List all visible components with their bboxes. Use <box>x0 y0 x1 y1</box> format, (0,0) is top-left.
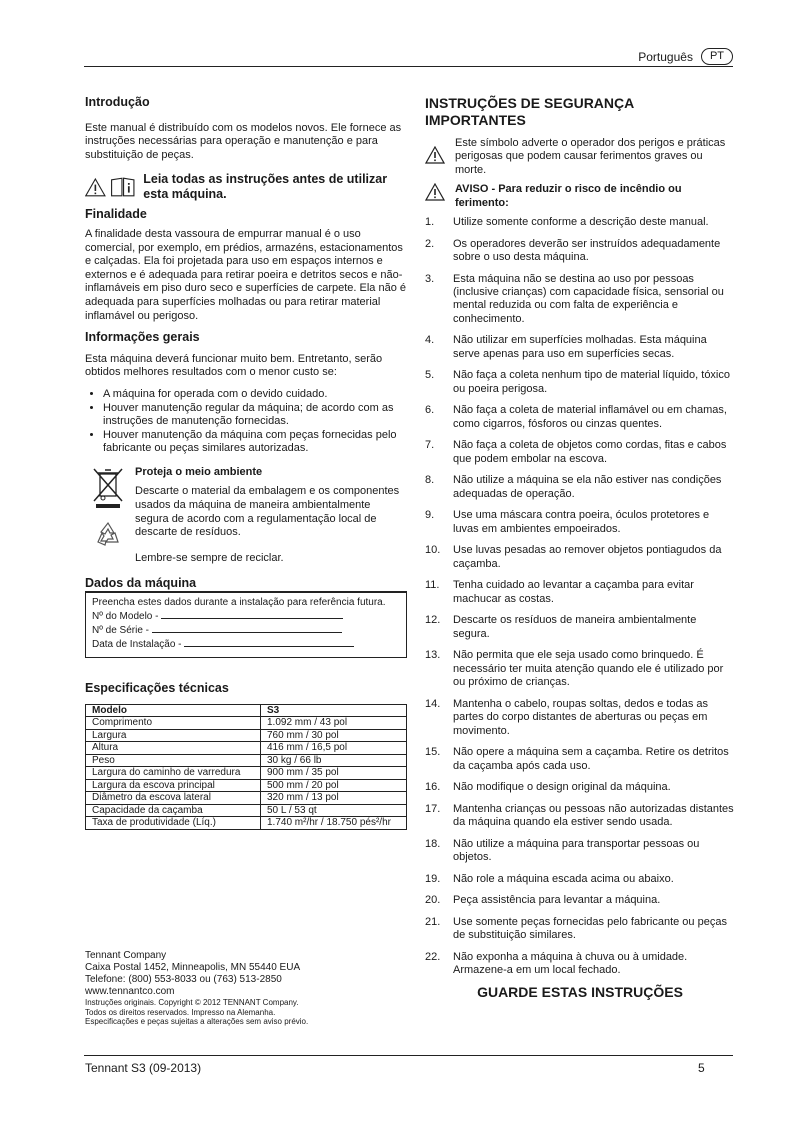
table-cell: Altura <box>86 742 261 755</box>
recycle-reminder: Lembre-se sempre de reciclar. <box>135 551 284 564</box>
list-item: • A máquina for operada com o devido cuidado. <box>103 388 407 402</box>
crossed-bin-icon <box>91 466 125 510</box>
rule-text: Não role a máquina escada acima ou abaixo. <box>453 872 674 885</box>
rule-text: Mantenha o cabelo, roupas soltas, dedos e todas as partes do corpo distantes de aberturas ou peças em movimento. <box>453 697 709 737</box>
save-instructions: GUARDE ESTAS INSTRUÇÕES <box>477 984 683 1001</box>
table-cell: 320 mm / 13 pol <box>261 792 407 805</box>
safety-rule-item <box>425 698 735 738</box>
rule-text: Não utilizar em superfícies molhadas. Esta máquina serve apenas para uso em superfícies secas. <box>453 334 707 360</box>
rule-text: Use somente peças fornecidas pelo fabricante ou peças de substituição similares. <box>453 916 727 942</box>
table-cell: 50 L / 53 qt <box>261 804 407 817</box>
rule-number: 11. <box>425 579 440 592</box>
environment-text: Descarte o material da embalagem e os componentes usados da máquina de maneira ambientalmente segura de acordo com a regulamentação local de descarte de resíduos. <box>135 485 400 539</box>
rule-number: 2. <box>425 237 435 250</box>
safety-rule-item <box>425 439 735 466</box>
manual-book-icon <box>110 174 136 200</box>
rule-text: Não permita que ele seja usado como brinquedo. É necessário ter muita atenção quando ele é utilizado por ou próximo de crianças. <box>453 649 724 689</box>
safety-rule-item <box>425 474 735 501</box>
table-row <box>86 717 407 730</box>
table-cell: 416 mm / 16,5 pol <box>261 742 407 755</box>
language-code-badge: PT <box>701 48 733 65</box>
company-info <box>85 950 415 1027</box>
table-header-cell: S3 <box>261 704 407 717</box>
specs-table <box>85 704 407 830</box>
rule-number: 15. <box>425 746 441 759</box>
table-row <box>86 817 407 830</box>
rule-number: 5. <box>425 369 435 382</box>
table-row <box>86 767 407 780</box>
safety-rule-item <box>425 951 735 978</box>
symbol-explanation-text: Este símbolo adverte o operador dos perigos e práticas perigosas que podem causar ferimentos graves ou morte. <box>455 137 726 176</box>
rule-number: 19. <box>425 872 441 885</box>
left-column <box>85 96 407 830</box>
read-instructions-warning <box>85 172 407 202</box>
rule-number: 3. <box>425 272 435 285</box>
table-header-row <box>86 704 407 717</box>
specs-heading: Especificações técnicas <box>85 681 229 696</box>
purpose-text: A finalidade desta vassoura de empurrar manual é o uso comercial, por exemplo, em prédios, armazéns, estacionamentos e calçadas. Ela foi projetada para uso em espaços internos e externos e é adequada para retirar poeira e detritos secos e não-inflamáveis em piso duro seco e superfícies de carpete. Ela não é adequada para superfícies molhadas ou para retirar material inflamável ou perigoso. <box>85 227 407 322</box>
model-number-field[interactable] <box>161 609 343 619</box>
machine-data-box <box>85 592 407 658</box>
rule-number: 14. <box>425 697 441 710</box>
safety-title: INSTRUÇÕES DE SEGURANÇA IMPORTANTES <box>425 95 634 128</box>
safety-rule-item <box>425 216 735 229</box>
table-row <box>86 792 407 805</box>
table-row <box>86 804 407 817</box>
warning-triangle-icon <box>425 146 445 164</box>
copyright-notice: Instruções originais. Copyright © 2012 TENNANT Company. <box>85 998 299 1007</box>
table-cell: Taxa de produtividade (Líq.) <box>86 817 261 830</box>
safety-rules-list <box>425 216 735 978</box>
rule-text: Use luvas pesadas ao remover objetos pontiagudos da caçamba. <box>453 544 722 570</box>
rule-number: 16. <box>425 781 441 794</box>
table-cell: Largura da escova principal <box>86 779 261 792</box>
rule-text: Não exponha a máquina à chuva ou à umidade. Armazene-a em um local fechado. <box>453 951 688 977</box>
footer-rule <box>84 1055 733 1056</box>
table-cell: Largura <box>86 729 261 742</box>
safety-rule-item <box>425 544 735 571</box>
conditions-list <box>85 388 407 456</box>
safety-rule-item <box>425 838 735 865</box>
table-cell: Largura do caminho de varredura <box>86 767 261 780</box>
safety-rule-item <box>425 404 735 431</box>
rule-text: Não faça a coleta de objetos como cordas, fitas e cabos que podem embolar na escova. <box>453 439 727 465</box>
table-cell: 30 kg / 66 lb <box>261 754 407 767</box>
table-cell: 900 mm / 35 pol <box>261 767 407 780</box>
page-number: 5 <box>698 1061 705 1075</box>
table-row <box>86 729 407 742</box>
rule-number: 21. <box>425 916 441 929</box>
machine-data-heading: Dados da máquina <box>85 577 407 592</box>
rule-text: Os operadores deverão ser instruídos adequadamente sobre o uso desta máquina. <box>453 237 721 264</box>
safety-rule-item <box>425 781 735 794</box>
list-item: • Houver manutenção da máquina com peças fornecidas pelo fabricante ou peças similares autorizadas. <box>103 429 407 456</box>
safety-rule-item <box>425 803 735 830</box>
rule-number: 1. <box>425 216 435 229</box>
rule-number: 8. <box>425 474 435 487</box>
safety-rule-item <box>425 916 735 943</box>
safety-rule-item <box>425 649 735 689</box>
table-cell: Comprimento <box>86 717 261 730</box>
safety-rule-item <box>425 273 735 327</box>
safety-rule-item <box>425 873 735 886</box>
table-cell: Capacidade da caçamba <box>86 804 261 817</box>
safety-rule-item <box>425 746 735 773</box>
table-header-cell: Modelo <box>86 704 261 717</box>
safety-rule-item <box>425 579 735 606</box>
rule-text: Não modifique o design original da máquina. <box>453 781 671 794</box>
environment-section <box>85 466 407 566</box>
fire-warning-text: AVISO - Para reduzir o risco de incêndio ou ferimento: <box>455 183 682 209</box>
rule-number: 12. <box>425 614 441 627</box>
language-label: Português <box>638 49 693 64</box>
rule-number: 6. <box>425 404 435 417</box>
rule-text: Não faça a coleta de material inflamável ou em chamas, como cigarros, fósforos ou cinzas quentes. <box>453 404 727 430</box>
rule-text: Utilize somente conforme a descrição deste manual. <box>453 216 709 229</box>
serial-number-label: Nº de Série - <box>92 625 150 637</box>
rule-text: Mantenha crianças ou pessoas não autorizadas distantes da máquina quando ela estiver sendo usada. <box>453 802 734 829</box>
rule-number: 7. <box>425 439 435 452</box>
table-cell: 1.092 mm / 43 pol <box>261 717 407 730</box>
serial-number-field[interactable] <box>152 623 342 633</box>
rule-text: Tenha cuidado ao levantar a caçamba para evitar machucar as costas. <box>453 579 694 605</box>
safety-rule-item <box>425 509 735 536</box>
company-name: Tennant Company <box>85 950 167 961</box>
rule-text: Peça assistência para levantar a máquina. <box>453 894 661 907</box>
read-instructions-text: Leia todas as instruções antes de utilizar esta máquina. <box>143 172 388 202</box>
company-address: Caixa Postal 1452, Minneapolis, MN 55440 EUA <box>85 962 301 973</box>
fire-warning <box>425 183 735 210</box>
company-website[interactable]: www.tennantco.com <box>85 986 175 997</box>
rule-text: Use uma máscara contra poeira, óculos protetores e luvas em ambientes empoeirados. <box>453 509 710 535</box>
machine-data-intro: Preencha estes dados durante a instalação para referência futura. <box>92 597 386 609</box>
environment-heading: Proteja o meio ambiente <box>135 465 263 478</box>
header-rule <box>84 66 733 67</box>
rights-notice: Todos os direitos reservados. Impresso na Alemanha. <box>85 1007 276 1017</box>
rule-number: 18. <box>425 837 441 850</box>
rule-number: 17. <box>425 802 441 815</box>
company-phone: Telefone: (800) 553-8033 ou (763) 513-2850 <box>85 974 282 985</box>
install-date-field[interactable] <box>184 637 354 647</box>
table-cell: Peso <box>86 754 261 767</box>
safety-rule-item <box>425 894 735 907</box>
safety-rule-item <box>425 369 735 396</box>
intro-text: Este manual é distribuído com os modelos novos. Ele fornece as instruções necessárias para operação e manutenção e para substituição de peças. <box>85 121 402 161</box>
rule-text: Não utilize a máquina para transportar pessoas ou objetos. <box>453 837 700 864</box>
rule-text: Descarte os resíduos de maneira ambientalmente segura. <box>453 614 697 640</box>
table-row <box>86 779 407 792</box>
rule-text: Não opere a máquina sem a caçamba. Retire os detritos da caçamba após cada uso. <box>453 746 729 772</box>
table-row <box>86 754 407 767</box>
rule-number: 10. <box>425 544 441 557</box>
rule-number: 22. <box>425 951 441 964</box>
model-number-label: Nº do Modelo - <box>92 611 159 623</box>
page-header <box>638 48 733 65</box>
general-info-text: Esta máquina deverá funcionar muito bem. Entretanto, serão obtidos melhores resultados com o menor custo se: <box>85 352 383 379</box>
intro-heading: Introdução <box>85 95 150 109</box>
table-row <box>86 742 407 755</box>
table-cell: 1.740 m²/hr / 18.750 pés²/hr <box>261 817 407 830</box>
change-notice: Especificações e peças sujeitas a alterações sem aviso prévio. <box>85 1017 309 1027</box>
rule-number: 20. <box>425 894 441 907</box>
rule-text: Esta máquina não se destina ao uso por pessoas (inclusive crianças) com capacidade física, sensorial ou mental reduzida ou com falta de experiência e conhecimento. <box>453 272 724 325</box>
symbol-explanation <box>425 137 735 177</box>
list-item: • Houver manutenção regular da máquina; de acordo com as instruções de manutenção fornecidas. <box>103 402 407 429</box>
warning-triangle-icon <box>425 183 445 201</box>
safety-rule-item <box>425 334 735 361</box>
table-cell: Diâmetro da escova lateral <box>86 792 261 805</box>
rule-text: Não utilize a máquina se ela não estiver nas condições adequadas de operação. <box>453 474 722 500</box>
warning-triangle-icon <box>85 175 106 199</box>
install-date-label: Data de Instalação - <box>92 639 182 651</box>
rule-number: 13. <box>425 649 441 662</box>
table-cell: 760 mm / 30 pol <box>261 729 407 742</box>
rule-number: 9. <box>425 509 435 522</box>
rule-text: Não faça a coleta nenhum tipo de material líquido, tóxico ou poeira perigosa. <box>453 369 730 395</box>
table-cell: 500 mm / 20 pol <box>261 779 407 792</box>
safety-rule-item <box>425 238 735 265</box>
document-id: Tennant S3 (09-2013) <box>85 1061 202 1075</box>
rule-number: 4. <box>425 334 435 347</box>
recycle-icon <box>93 520 123 548</box>
safety-rule-item <box>425 614 735 641</box>
general-info-heading: Informações gerais <box>85 330 200 345</box>
right-column <box>425 95 735 999</box>
purpose-heading: Finalidade <box>85 207 147 222</box>
